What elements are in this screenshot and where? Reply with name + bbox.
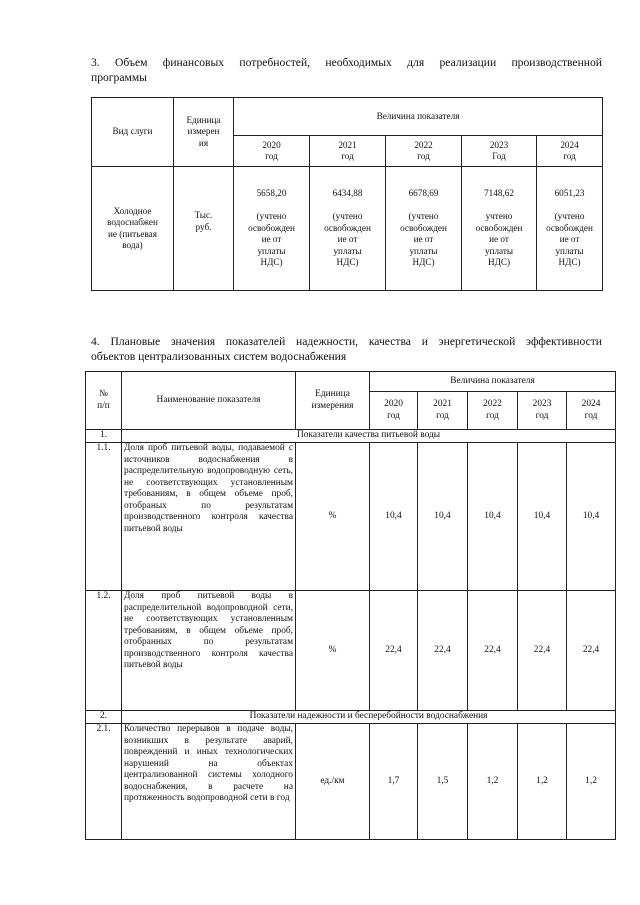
- row-1-2-v2021: 22,4: [418, 591, 468, 711]
- group2-num: 2.: [86, 711, 122, 724]
- row-1-1-v2021: 10,4: [418, 443, 468, 591]
- value-2022: 6678,69 (учтено освобожден ие от уплаты НДС): [386, 167, 462, 291]
- row-1-1-v2024: 10,4: [567, 443, 616, 591]
- year-2022: 2022 год: [386, 136, 462, 167]
- year-2021: 2021 год: [418, 392, 468, 430]
- row-2-1-v2024: 1,2: [567, 724, 616, 840]
- indicators-table: [85, 371, 616, 840]
- row-2-1-v2022: 1,2: [468, 724, 518, 840]
- value-2020: 5658,20 (учтено освобожден ие от уплаты НДС): [234, 167, 310, 291]
- section3-heading: [91, 55, 602, 85]
- row-1-1-text: Доля проб питьевой воды, подаваемой с источников водоснабжения в распределительную водопроводную сеть, не соответствующих установленным требованиям, в общем объеме проб, отобраных по результатам производственного контроля качества питьевой воды: [122, 443, 296, 591]
- service-cell: Холодное водоснабжен ие (питьевая вода): [92, 167, 174, 291]
- section4-heading-line1: 4. Плановые значения показателей надежности, качества и энергетической эффективности: [91, 335, 602, 348]
- row-1-2-num: 1.2.: [86, 591, 122, 711]
- row-1-1-v2022: 10,4: [468, 443, 518, 591]
- row-1-1-v2020: 10,4: [370, 443, 418, 591]
- unit-cell: Тыс. руб.: [174, 167, 234, 291]
- row-2-1-v2023: 1,2: [518, 724, 567, 840]
- year-2020: 2020 год: [234, 136, 310, 167]
- year-2021: 2021 год: [310, 136, 386, 167]
- value-2024: 6051,23 (учтено освобожден ие от уплаты НДС): [537, 167, 603, 291]
- row-2-1-num: 2.1.: [86, 724, 122, 840]
- row-2-1-unit: ед./км: [296, 724, 370, 840]
- section4-heading-line2: объектов централизованных систем водоснабжения: [91, 350, 347, 363]
- col-header-service: Вид слуги: [92, 98, 174, 167]
- col-header-num: № п/п: [86, 372, 122, 430]
- section3-heading-line2: программы: [91, 71, 147, 84]
- row-1-2-v2020: 22,4: [370, 591, 418, 711]
- group1-num: 1.: [86, 430, 122, 443]
- row-1-1-v2023: 10,4: [518, 443, 567, 591]
- col-header-unit: Единица измерен ия: [174, 98, 234, 167]
- row-1-1-num: 1.1.: [86, 443, 122, 591]
- group2-title: Показатели надежности и бесперебойности водоснабжения: [122, 711, 616, 724]
- year-2020: 2020 год: [370, 392, 418, 430]
- section3-heading-line1: 3. Объем финансовых потребностей, необходимых для реализации производственной: [91, 56, 602, 69]
- year-2023: 2023 год: [518, 392, 567, 430]
- year-2024: 2024 год: [567, 392, 616, 430]
- year-2023: 2023 Год: [462, 136, 537, 167]
- year-2022: 2022 год: [468, 392, 518, 430]
- row-1-1-unit: %: [296, 443, 370, 591]
- row-2-1-v2021: 1,5: [418, 724, 468, 840]
- value-2023: 7148,62 учтено освобожден ие от уплаты НДС): [462, 167, 537, 291]
- financial-needs-table: [91, 97, 603, 291]
- col-header-unit: Единица измерения: [296, 372, 370, 430]
- value-2021: 6434,88 (учтено освобожден ие от уплаты НДС): [310, 167, 386, 291]
- col-header-name: Наименование показателя: [122, 372, 296, 430]
- group1-title: Показатели качества питьевой воды: [122, 430, 616, 443]
- row-1-2-v2024: 22,4: [567, 591, 616, 711]
- row-2-1-text: Количество перерывов в подаче воды, возникших в результате аварий, повреждений и иных технологических нарушений на объектах централизованной системы холодного водоснабжения, в расчете на протяженность водопроводной сети в год: [122, 724, 296, 840]
- row-2-1-v2020: 1,7: [370, 724, 418, 840]
- col-header-value: Величина показателя: [234, 98, 603, 136]
- col-header-value: Величина показателя: [370, 372, 616, 392]
- row-1-2-v2022: 22,4: [468, 591, 518, 711]
- row-1-2-text: Доля проб питьевой воды в распределительной водопроводной сети, не соответствующих установленным требованиям, в общем объеме проб, отобранных по результатам производственного контроля качества питьевой воды: [122, 591, 296, 711]
- section4-heading: [91, 334, 602, 364]
- year-2024: 2024 год: [537, 136, 603, 167]
- row-1-2-v2023: 22,4: [518, 591, 567, 711]
- row-1-2-unit: %: [296, 591, 370, 711]
